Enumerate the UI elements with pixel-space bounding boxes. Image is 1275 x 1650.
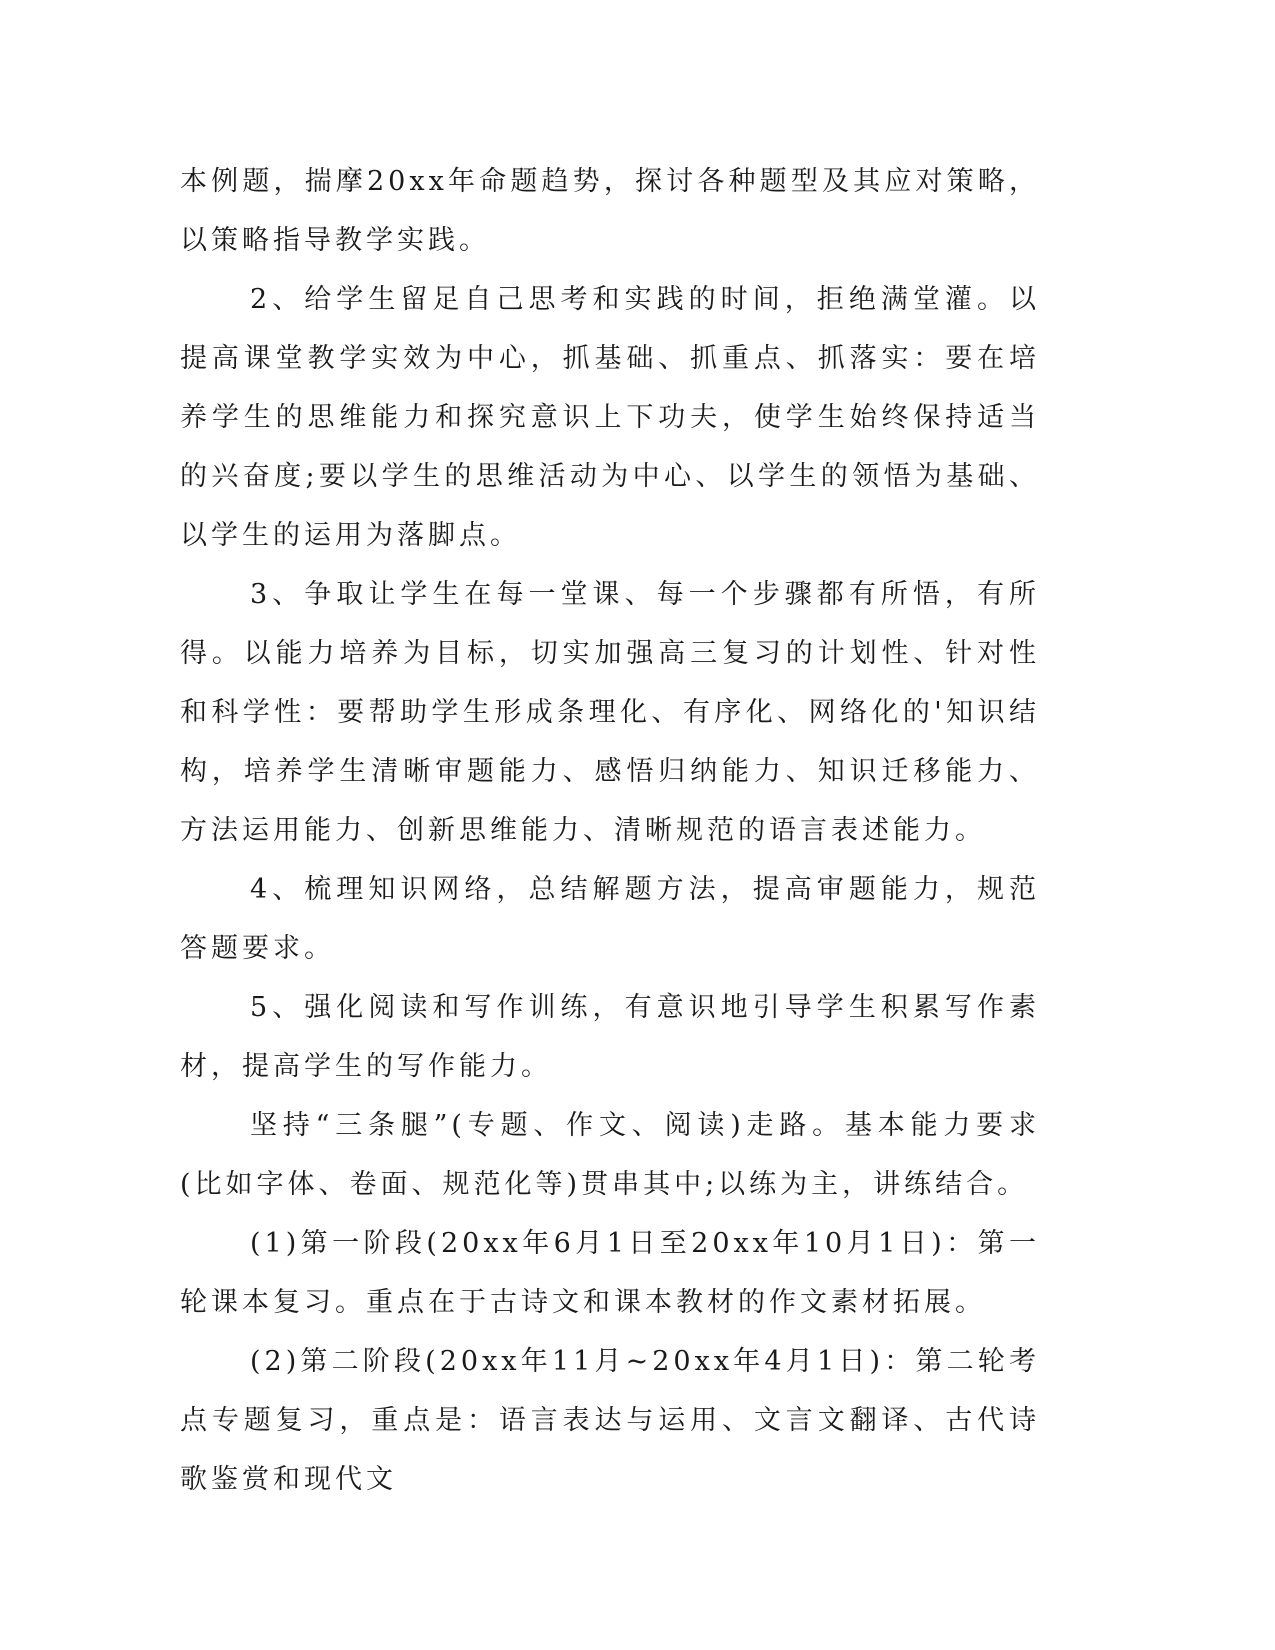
paragraph-stage-2: (2)第二阶段(20xx年11月~20xx年4月1日)：第二轮考点专题复习，重点是：语言表达与运用、文言文翻译、古代诗歌鉴赏和现代文	[180, 1346, 1040, 1495]
document-body	[180, 152, 1040, 1509]
paragraph-continuation: 本例题，揣摩20xx年命题趋势，探讨各种题型及其应对策略，以策略指导教学实践。	[180, 166, 1040, 256]
paragraph-point-3: 3、争取让学生在每一堂课、每一个步骤都有所悟，有所得。以能力培养为目标，切实加强高三复习的计划性、针对性和科学性：要帮助学生形成条理化、有序化、网络化的'知识结构，培养学生清晰审题能力、感悟归纳能力、知识迁移能力、方法运用能力、创新思维能力、清晰规范的语言表述能力。	[180, 579, 1040, 846]
paragraph-three-legs: 坚持“三条腿”(专题、作文、阅读)走路。基本能力要求(比如字体、卷面、规范化等)贯串其中;以练为主，讲练结合。	[180, 1110, 1040, 1200]
paragraph-stage-1: (1)第一阶段(20xx年6月1日至20xx年10月1日)：第一轮课本复习。重点在于古诗文和课本教材的作文素材拓展。	[180, 1228, 1040, 1318]
paragraph-point-2: 2、给学生留足自己思考和实践的时间，拒绝满堂灌。以提高课堂教学实效为中心，抓基础、抓重点、抓落实：要在培养学生的思维能力和探究意识上下功夫，使学生始终保持适当的兴奋度;要以学生的思维活动为中心、以学生的领悟为基础、以学生的运用为落脚点。	[180, 284, 1040, 551]
paragraph-point-5: 5、强化阅读和写作训练，有意识地引导学生积累写作素材，提高学生的写作能力。	[180, 992, 1040, 1082]
paragraph-point-4: 4、梳理知识网络，总结解题方法，提高审题能力，规范答题要求。	[180, 874, 1040, 964]
